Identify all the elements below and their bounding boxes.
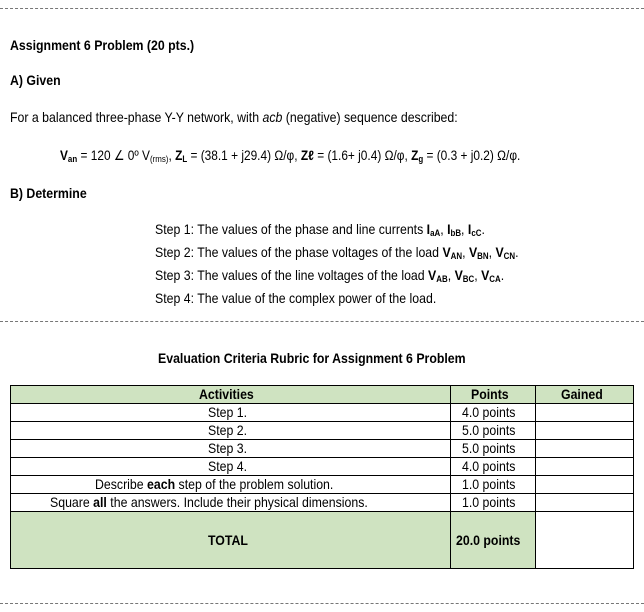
row-points: 1.0 points <box>451 476 536 494</box>
row-activity: Step 2. <box>11 422 451 440</box>
step-3: Step 3: The values of the line voltages of the load $V_{AB}$, $V_{BC}$, $V_{CA}$. <box>155 267 505 284</box>
row-points: 1.0 points <box>451 494 536 512</box>
total-row <box>11 512 634 569</box>
zl-symbol: Z <box>175 148 183 163</box>
total-gained <box>535 512 633 569</box>
assignment-title: Assignment 6 Problem (20 pts.) <box>10 37 195 53</box>
step-4: Step 4: The value of the complex power of the load. <box>155 290 437 306</box>
rubric-header-row <box>11 386 634 404</box>
table-row <box>11 422 634 440</box>
row-activity: Square all the answers. Include their physical dimensions. <box>11 494 451 512</box>
van-subscript: an <box>67 154 78 164</box>
given-equation <box>60 148 520 164</box>
bottom-divider <box>0 603 644 604</box>
table-row <box>11 404 634 422</box>
header-gained: Gained <box>535 386 633 404</box>
row-gained <box>535 422 633 440</box>
van-value: = 120 ∠ 0º V <box>77 148 150 163</box>
zl-subscript: L <box>182 154 188 164</box>
rubric-table <box>10 385 634 569</box>
total-label: TOTAL <box>11 512 451 569</box>
determine-heading: B) Determine <box>10 185 87 201</box>
zl-value: = (38.1 + j29.4) Ω/φ, <box>187 148 301 163</box>
zg-subscript: g <box>418 154 424 164</box>
header-activities: Activities <box>11 386 451 404</box>
row-activity: Step 1. <box>11 404 451 422</box>
zg-symbol: Z <box>411 148 419 163</box>
top-divider <box>0 8 644 9</box>
row-activity: Step 3. <box>11 440 451 458</box>
given-description-suffix: (negative) sequence described: <box>282 109 458 125</box>
row-gained <box>535 440 633 458</box>
given-description <box>10 109 458 125</box>
row-points: 4.0 points <box>451 404 536 422</box>
rubric-title: Evaluation Criteria Rubric for Assignment 6 Problem <box>158 350 466 366</box>
given-description-sequence: acb <box>262 109 283 125</box>
zline-value: = (1.6+ j0.4) Ω/φ, <box>313 148 412 163</box>
step-list <box>155 220 519 308</box>
table-row <box>11 476 634 494</box>
table-row <box>11 440 634 458</box>
row-activity: Describe each step of the problem solution. <box>11 476 451 494</box>
table-row <box>11 458 634 476</box>
total-points: 20.0 points <box>451 512 536 569</box>
van-unit: (rms) <box>149 154 169 164</box>
step-2: Step 2: The values of the phase voltages of the load $V_{AN}$, $V_{BN}$, $V_{CN}$. <box>155 244 519 261</box>
row-gained <box>535 494 633 512</box>
row-gained <box>535 404 633 422</box>
zline-symbol: Zℓ <box>300 148 314 163</box>
given-heading: A) Given <box>10 72 61 88</box>
middle-divider <box>0 321 644 322</box>
given-description-prefix: For a balanced three-phase Y-Y network, with <box>10 109 263 125</box>
row-gained <box>535 476 633 494</box>
van-symbol: V <box>60 148 68 163</box>
eq-separator: , <box>168 148 176 163</box>
header-points: Points <box>451 386 536 404</box>
row-points: 4.0 points <box>451 458 536 476</box>
row-points: 5.0 points <box>451 422 536 440</box>
row-activity: Step 4. <box>11 458 451 476</box>
step-1: Step 1: The values of the phase and line currents $I_{aA}$, $I_{bB}$, $I_{cC}$. <box>155 221 485 238</box>
row-points: 5.0 points <box>451 440 536 458</box>
zg-value: = (0.3 + j0.2) Ω/φ. <box>423 148 521 163</box>
table-row <box>11 494 634 512</box>
row-gained <box>535 458 633 476</box>
